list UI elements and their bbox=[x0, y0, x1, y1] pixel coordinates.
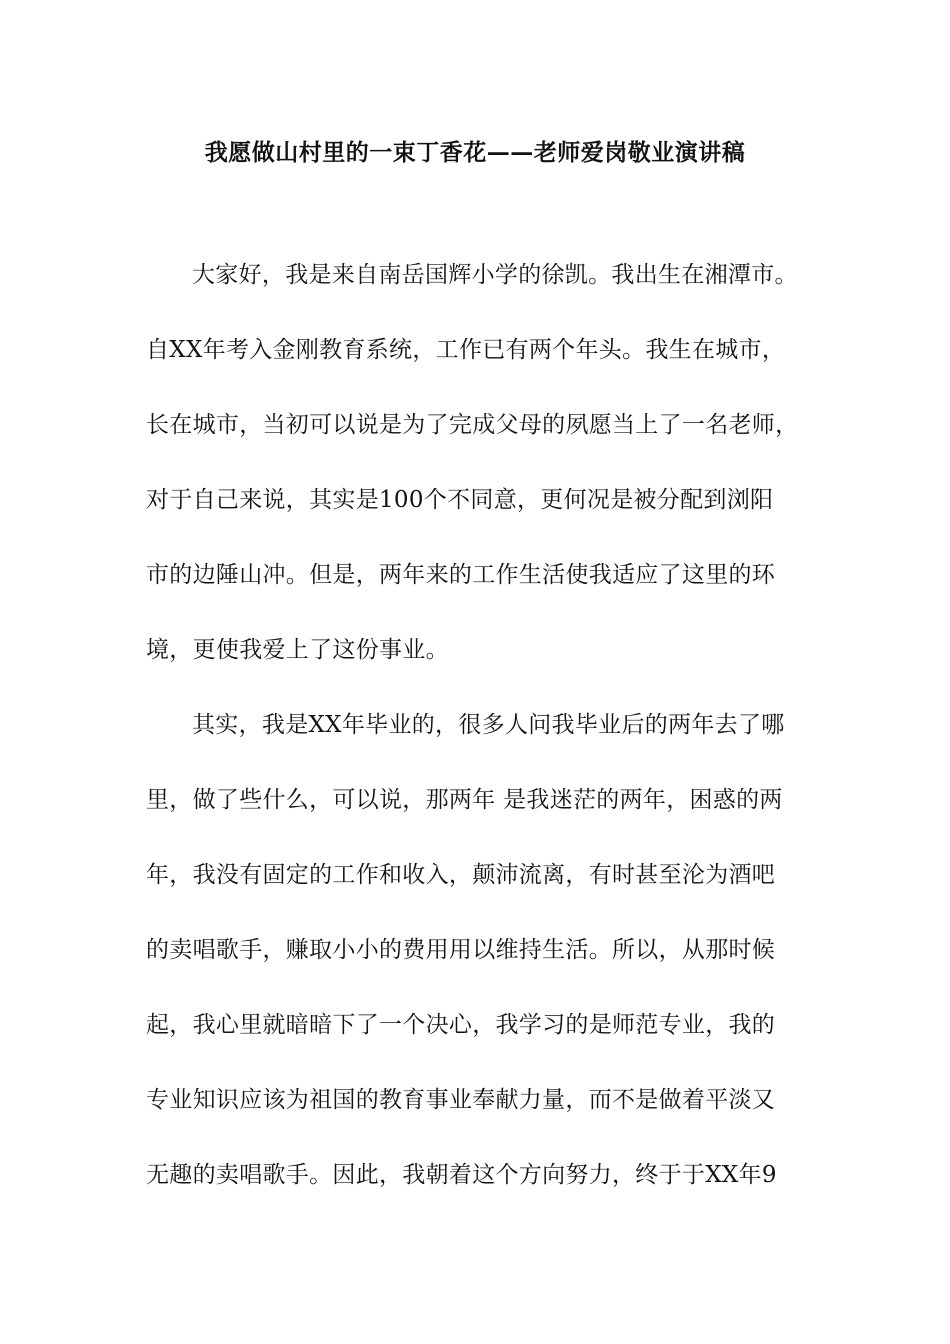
document-title: 我愿做山村里的一束丁香花——老师爱岗敬业演讲稿 bbox=[204, 139, 746, 166]
paragraph-2-line-7: 无趣的卖唱歌手。因此，我朝着这个方向努力，终于于XX年9 bbox=[146, 1162, 777, 1188]
paragraph-1-line-3: 长在城市，当初可以说是为了完成父母的夙愿当上了一名老师， bbox=[146, 412, 799, 438]
paragraph-2-line-6: 专业知识应该为祖国的教育事业奉献力量，而不是做着平淡又 bbox=[146, 1087, 776, 1113]
document-body bbox=[146, 255, 826, 1230]
paragraph-1-line-5: 市的边陲山冲。但是，两年来的工作生活使我适应了这里的环 bbox=[146, 562, 776, 588]
paragraph-2-line-1: 其实，我是XX年毕业的，很多人问我毕业后的两年去了哪 bbox=[192, 712, 785, 738]
paragraph-1-line-1: 大家好，我是来自南岳国辉小学的徐凯。我出生在湘潭市。 bbox=[192, 262, 798, 288]
paragraph-2-line-5: 起，我心里就暗暗下了一个决心，我学习的是师范专业，我的 bbox=[146, 1012, 776, 1038]
paragraph-1-line-2: 自XX年考入金刚教育系统，工作已有两个年头。我生在城市， bbox=[146, 337, 786, 363]
paragraph-2-line-3: 年，我没有固定的工作和收入，颠沛流离，有时甚至沦为酒吧 bbox=[146, 862, 776, 888]
paragraph-2-line-4: 的卖唱歌手，赚取小小的费用用以维持生活。所以，从那时候 bbox=[146, 937, 776, 963]
paragraph-1-line-6: 境，更使我爱上了这份事业。 bbox=[146, 637, 449, 663]
paragraph-1-line-4: 对于自己来说，其实是100个不同意，更何况是被分配到浏阳 bbox=[146, 487, 774, 513]
paragraph-2-line-2: 里，做了些什么，可以说，那两年 是我迷茫的两年，困惑的两 bbox=[146, 787, 783, 813]
